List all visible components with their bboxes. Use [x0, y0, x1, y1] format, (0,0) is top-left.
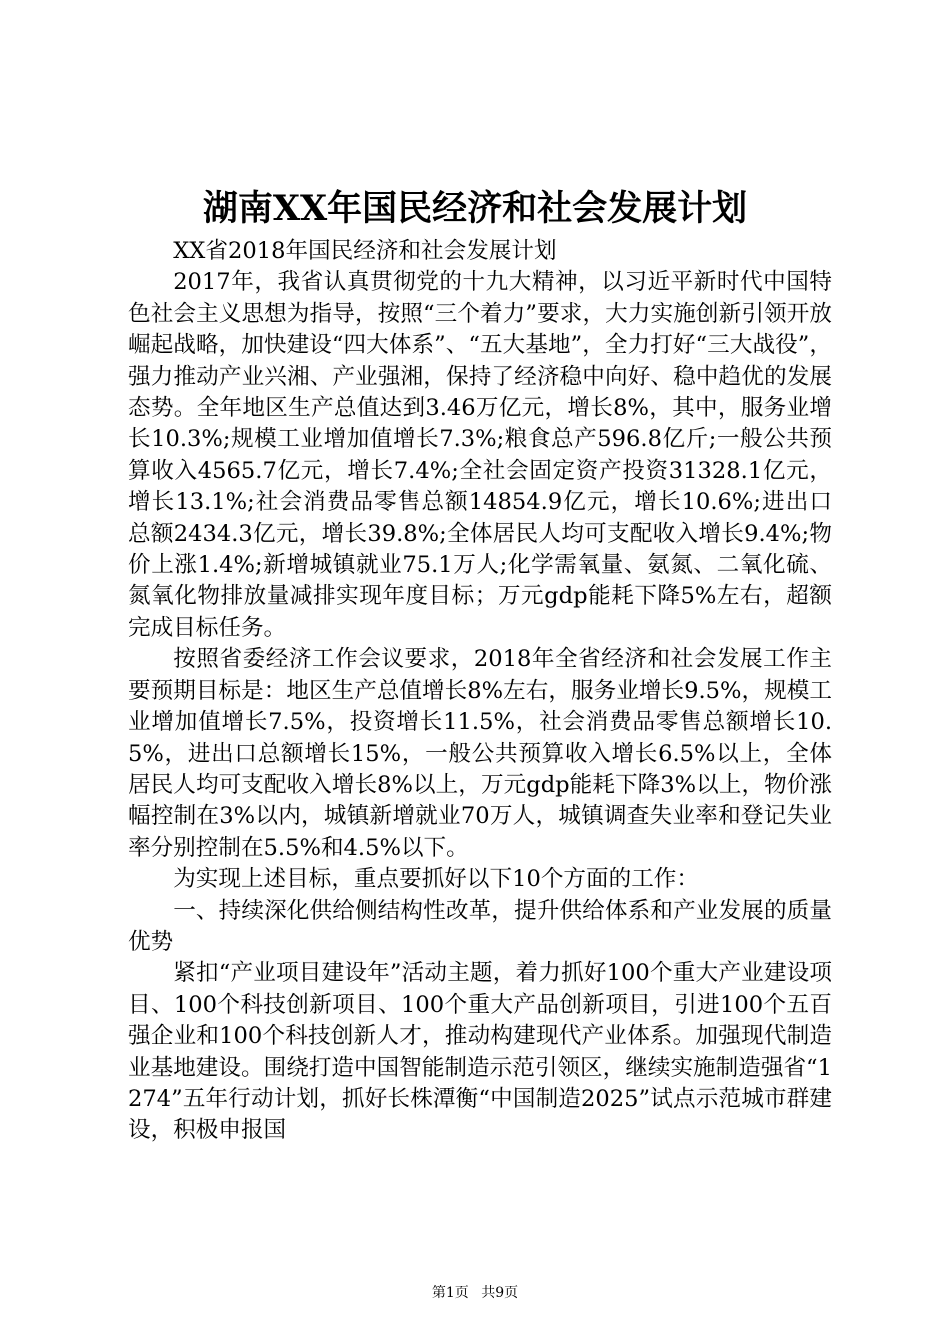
page-number: 第1页: [431, 1285, 469, 1301]
paragraph-work-intro: 为实现上述目标，重点要抓好以下10个方面的工作：: [173, 866, 699, 893]
page-footer: [0, 1284, 950, 1302]
paragraph-2017-review: 2017年，我省认真贯彻党的十九大精神，以习近平新时代中国特色社会主义思想为指导，按照“三个着力”要求，大力实施创新引领开放崛起战略，加快建设“四大体系”、“五大基地”，全力打好“三大战役”，强力推动产业兴湘、产业强湘，保持了经济稳中向好、稳中趋优的发展态势。全年地区生产总值达到3.46万亿元，增长8%，其中，服务业增长10.3%;规模工业增加值增长7.3%;粮食总产596.8亿斤;一般公共预算收入4565.7亿元，增长7.4%;全社会固定资产投资31328.1亿元，增长13.1%;社会消费品零售总额14854.9亿元，增长10.6%;进出口总额2434.3亿元，增长39.8%;全体居民人均可支配收入增长9.4%;物价上涨1.4%;新增城镇就业75.1万人;化学需氧量、氨氮、二氧化硫、氮氧化物排放量减排实现年度目标；万元gdp能耗下降5%左右，超额完成目标任务。: [128, 269, 832, 641]
section-heading-1: 一、持续深化供给侧结构性改革，提升供给体系和产业发展的质量优势: [128, 897, 832, 955]
paragraph-section-1-body: 紧扣“产业项目建设年”活动主题，着力抓好100个重大产业建设项目、100个科技创新项目、100个重大产品创新项目，引进100个五百强企业和100个科技创新人才，推动构建现代产业体系。加强现代制造业基地建设。围绕打造中国智能制造示范引领区，继续实施制造强省“1274”五年行动计划，抓好长株潭衡“中国制造2025”试点示范城市群建设，积极申报国: [128, 960, 832, 1144]
document-body: [128, 236, 832, 1147]
page-total: 共9页: [481, 1285, 519, 1301]
paragraph-subtitle: XX省2018年国民经济和社会发展计划: [173, 238, 557, 264]
paragraph-2018-targets: 按照省委经济工作会议要求，2018年全省经济和社会发展工作主要预期目标是：地区生产总值增长8%左右，服务业增长9.5%，规模工业增加值增长7.5%，投资增长11.5%，社会消费品零售总额增长10.5%，进出口总额增长15%，一般公共预算收入增长6.5%以上，全体居民人均可支配收入增长8%以上，万元gdp能耗下降3%以上，物价涨幅控制在3%以内，城镇新增就业70万人，城镇调查失业率和登记失业率分别控制在5.5%和4.5%以下。: [128, 646, 832, 861]
document-title: 湖南XX年国民经济和社会发展计划: [202, 188, 748, 229]
